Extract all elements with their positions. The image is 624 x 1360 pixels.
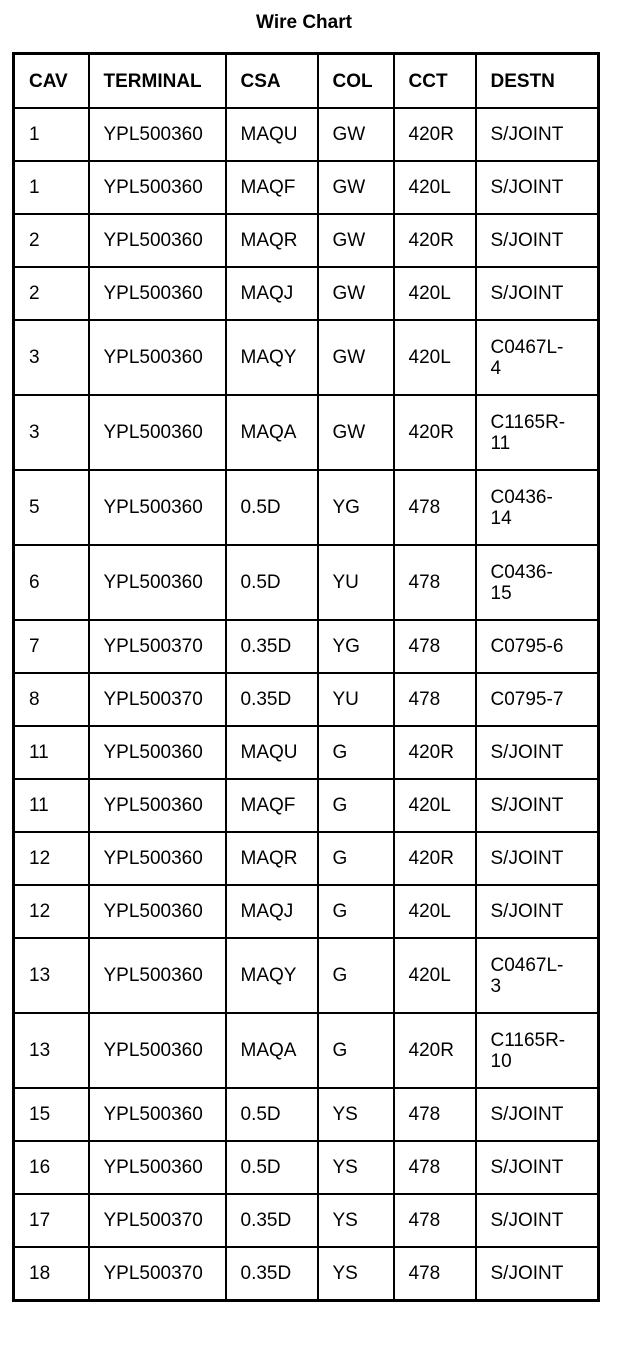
cell-cav: 12 — [14, 832, 89, 885]
cell-col: YS — [318, 1247, 394, 1301]
table-row — [14, 108, 599, 161]
header-cav: CAV — [14, 54, 89, 109]
table-row — [14, 1247, 599, 1301]
header-csa: CSA — [226, 54, 318, 109]
header-cct: CCT — [394, 54, 476, 109]
cell-cav: 7 — [14, 620, 89, 673]
cell-terminal: YPL500360 — [89, 1141, 226, 1194]
cell-cav: 12 — [14, 885, 89, 938]
table-row — [14, 885, 599, 938]
cell-col: YS — [318, 1141, 394, 1194]
cell-col: YS — [318, 1194, 394, 1247]
cell-csa: MAQR — [226, 832, 318, 885]
cell-cct: 420R — [394, 214, 476, 267]
cell-cct: 478 — [394, 1088, 476, 1141]
cell-col: YG — [318, 470, 394, 545]
cell-destn: S/JOINT — [476, 832, 599, 885]
table-row — [14, 1141, 599, 1194]
cell-col: G — [318, 938, 394, 1013]
cell-terminal: YPL500360 — [89, 1013, 226, 1088]
cell-destn: S/JOINT — [476, 1247, 599, 1301]
cell-cav: 11 — [14, 726, 89, 779]
cell-destn: C0436- 14 — [476, 470, 599, 545]
cell-cct: 478 — [394, 1141, 476, 1194]
cell-cct: 420L — [394, 320, 476, 395]
cell-destn: C0795-7 — [476, 673, 599, 726]
cell-csa: MAQJ — [226, 267, 318, 320]
cell-cav: 6 — [14, 545, 89, 620]
cell-csa: 0.5D — [226, 1141, 318, 1194]
cell-col: G — [318, 885, 394, 938]
cell-destn: C1165R- 10 — [476, 1013, 599, 1088]
cell-cav: 18 — [14, 1247, 89, 1301]
cell-cav: 16 — [14, 1141, 89, 1194]
cell-terminal: YPL500370 — [89, 1194, 226, 1247]
table-row — [14, 726, 599, 779]
header-terminal: TERMINAL — [89, 54, 226, 109]
cell-terminal: YPL500370 — [89, 1247, 226, 1301]
cell-cav: 5 — [14, 470, 89, 545]
cell-csa: MAQA — [226, 395, 318, 470]
table-row — [14, 1013, 599, 1088]
cell-cct: 420R — [394, 108, 476, 161]
cell-destn: S/JOINT — [476, 214, 599, 267]
cell-terminal: YPL500360 — [89, 885, 226, 938]
cell-csa: MAQY — [226, 938, 318, 1013]
cell-destn: C0795-6 — [476, 620, 599, 673]
cell-cct: 420R — [394, 726, 476, 779]
header-row — [14, 54, 599, 109]
cell-col: GW — [318, 161, 394, 214]
table-row — [14, 395, 599, 470]
cell-destn: S/JOINT — [476, 161, 599, 214]
cell-cct: 420R — [394, 832, 476, 885]
table-body — [14, 108, 599, 1301]
cell-destn: S/JOINT — [476, 779, 599, 832]
cell-col: G — [318, 726, 394, 779]
cell-destn: C1165R- 11 — [476, 395, 599, 470]
cell-csa: MAQR — [226, 214, 318, 267]
cell-col: YG — [318, 620, 394, 673]
cell-cct: 478 — [394, 673, 476, 726]
cell-csa: MAQU — [226, 108, 318, 161]
cell-terminal: YPL500360 — [89, 779, 226, 832]
cell-terminal: YPL500370 — [89, 620, 226, 673]
cell-cav: 15 — [14, 1088, 89, 1141]
cell-cct: 478 — [394, 620, 476, 673]
cell-terminal: YPL500360 — [89, 214, 226, 267]
cell-terminal: YPL500360 — [89, 938, 226, 1013]
cell-cav: 11 — [14, 779, 89, 832]
table-row — [14, 1194, 599, 1247]
cell-destn: S/JOINT — [476, 1088, 599, 1141]
cell-col: YU — [318, 673, 394, 726]
cell-cav: 3 — [14, 320, 89, 395]
cell-csa: MAQF — [226, 779, 318, 832]
cell-terminal: YPL500360 — [89, 1088, 226, 1141]
cell-destn: S/JOINT — [476, 1194, 599, 1247]
cell-csa: 0.5D — [226, 545, 318, 620]
table-row — [14, 779, 599, 832]
cell-col: G — [318, 832, 394, 885]
cell-col: GW — [318, 214, 394, 267]
cell-terminal: YPL500360 — [89, 395, 226, 470]
cell-csa: MAQF — [226, 161, 318, 214]
table-row — [14, 161, 599, 214]
cell-destn: S/JOINT — [476, 885, 599, 938]
cell-col: GW — [318, 108, 394, 161]
cell-cct: 420L — [394, 938, 476, 1013]
table-row — [14, 832, 599, 885]
cell-terminal: YPL500360 — [89, 726, 226, 779]
cell-terminal: YPL500360 — [89, 320, 226, 395]
cell-cav: 3 — [14, 395, 89, 470]
cell-cct: 478 — [394, 545, 476, 620]
cell-destn: C0467L- 4 — [476, 320, 599, 395]
table-row — [14, 267, 599, 320]
cell-col: YU — [318, 545, 394, 620]
cell-terminal: YPL500360 — [89, 108, 226, 161]
table-header — [14, 54, 599, 109]
cell-terminal: YPL500360 — [89, 545, 226, 620]
cell-col: YS — [318, 1088, 394, 1141]
cell-csa: 0.35D — [226, 673, 318, 726]
cell-destn: S/JOINT — [476, 267, 599, 320]
cell-cct: 420L — [394, 267, 476, 320]
cell-cav: 2 — [14, 267, 89, 320]
cell-cct: 420R — [394, 395, 476, 470]
cell-destn: S/JOINT — [476, 108, 599, 161]
cell-cct: 478 — [394, 1247, 476, 1301]
table-row — [14, 1088, 599, 1141]
header-destn: DESTN — [476, 54, 599, 109]
cell-destn: C0436- 15 — [476, 545, 599, 620]
cell-destn: C0467L- 3 — [476, 938, 599, 1013]
cell-col: GW — [318, 267, 394, 320]
cell-col: GW — [318, 320, 394, 395]
cell-cct: 478 — [394, 1194, 476, 1247]
cell-csa: MAQU — [226, 726, 318, 779]
cell-cav: 1 — [14, 108, 89, 161]
cell-csa: MAQJ — [226, 885, 318, 938]
cell-cct: 478 — [394, 470, 476, 545]
cell-csa: MAQA — [226, 1013, 318, 1088]
cell-terminal: YPL500370 — [89, 673, 226, 726]
cell-col: GW — [318, 395, 394, 470]
table-row — [14, 470, 599, 545]
table-row — [14, 620, 599, 673]
cell-cav: 1 — [14, 161, 89, 214]
cell-col: G — [318, 1013, 394, 1088]
cell-terminal: YPL500360 — [89, 267, 226, 320]
cell-csa: 0.5D — [226, 470, 318, 545]
cell-cct: 420L — [394, 779, 476, 832]
cell-cct: 420L — [394, 885, 476, 938]
cell-cav: 13 — [14, 1013, 89, 1088]
wire-chart-table — [12, 52, 600, 1302]
cell-csa: 0.35D — [226, 620, 318, 673]
cell-terminal: YPL500360 — [89, 832, 226, 885]
cell-destn: S/JOINT — [476, 1141, 599, 1194]
table-row — [14, 545, 599, 620]
cell-csa: MAQY — [226, 320, 318, 395]
cell-cav: 2 — [14, 214, 89, 267]
table-row — [14, 214, 599, 267]
cell-terminal: YPL500360 — [89, 161, 226, 214]
cell-csa: 0.5D — [226, 1088, 318, 1141]
cell-csa: 0.35D — [226, 1194, 318, 1247]
cell-destn: S/JOINT — [476, 726, 599, 779]
cell-cav: 13 — [14, 938, 89, 1013]
cell-terminal: YPL500360 — [89, 470, 226, 545]
cell-cct: 420R — [394, 1013, 476, 1088]
cell-csa: 0.35D — [226, 1247, 318, 1301]
table-row — [14, 673, 599, 726]
cell-cav: 17 — [14, 1194, 89, 1247]
cell-cct: 420L — [394, 161, 476, 214]
page-title: Wire Chart — [256, 12, 352, 33]
cell-cav: 8 — [14, 673, 89, 726]
table-row — [14, 320, 599, 395]
header-col: COL — [318, 54, 394, 109]
table-row — [14, 938, 599, 1013]
cell-col: G — [318, 779, 394, 832]
